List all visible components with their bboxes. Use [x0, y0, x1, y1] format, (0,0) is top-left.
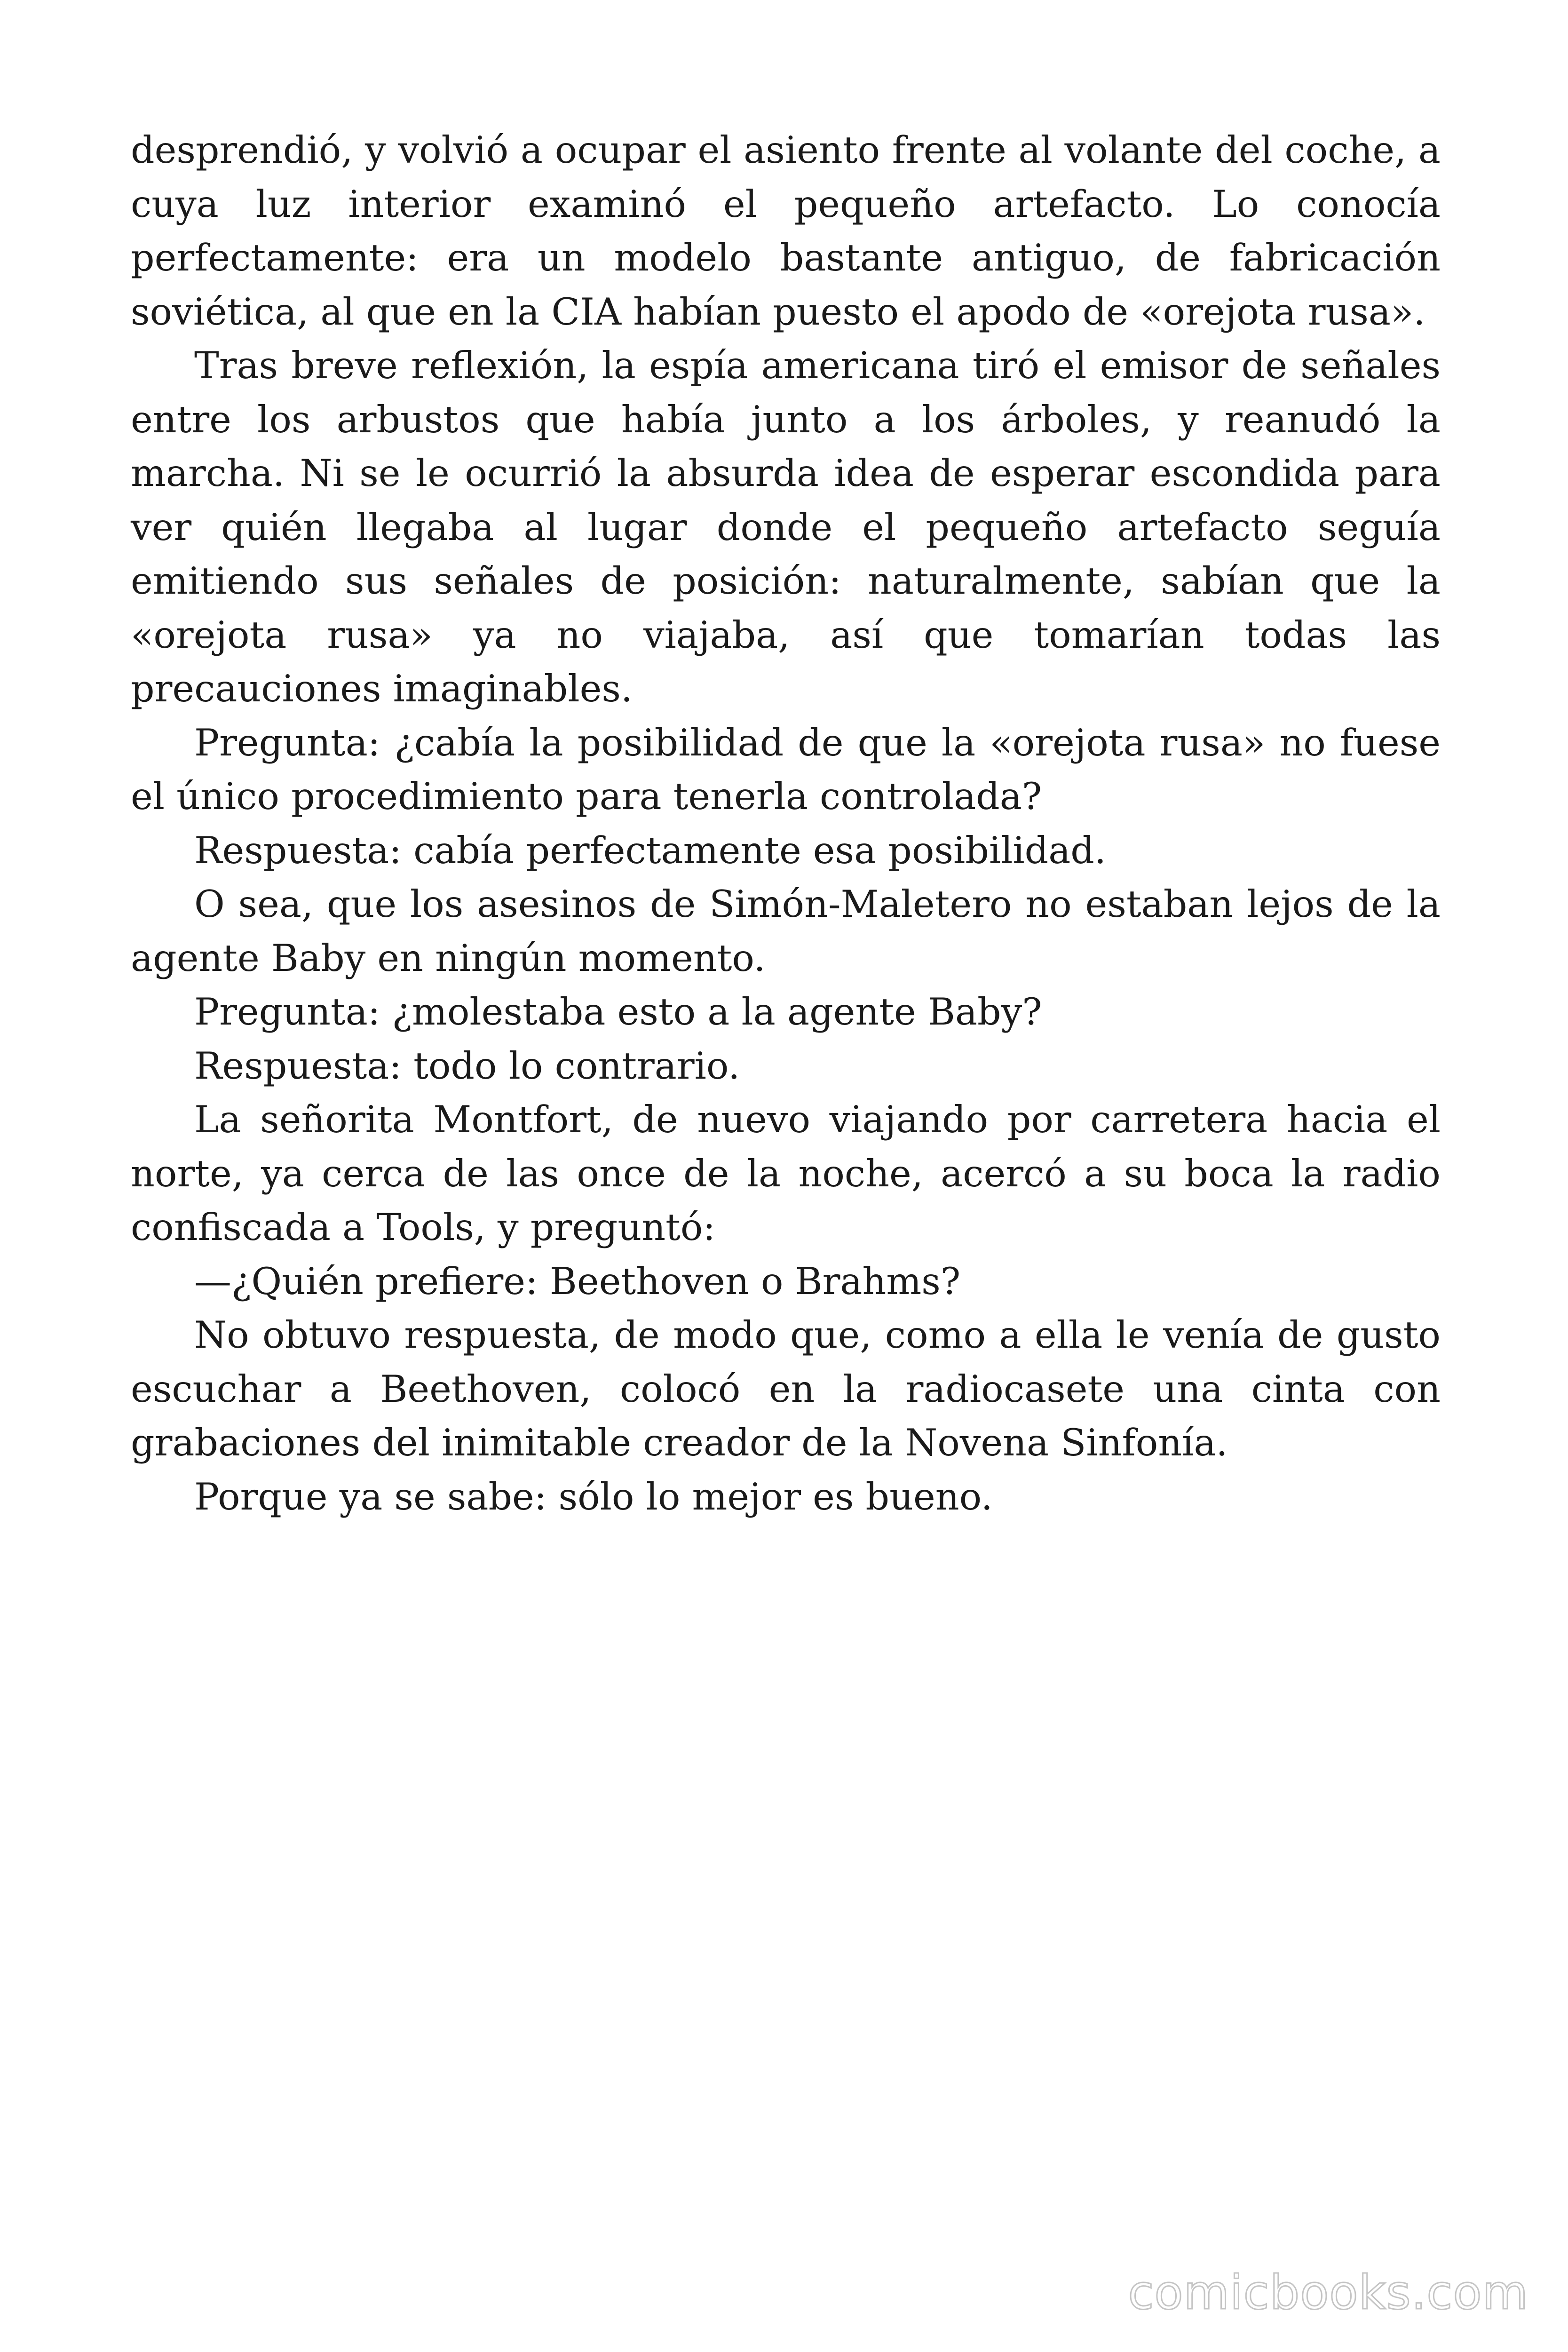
book-page-body — [131, 123, 1441, 1524]
paragraph: Pregunta: ¿cabía la posibilidad de que la «orejota rusa» no fuese el único procedimiento para tenerla controlada? — [131, 721, 1441, 818]
paragraph: La señorita Montfort, de nuevo viajando por carretera hacia el norte, ya cerca de las once de la noche, acercó a su boca la radio confiscada a Tools, y preguntó: — [131, 1098, 1441, 1249]
paragraph: Porque ya se sabe: sólo lo mejor es bueno. — [194, 1475, 993, 1518]
paragraph-continuation: desprendió, y volvió a ocupar el asiento frente al volante del coche, a cuya luz interior examinó el pequeño artefacto. Lo conocía perfectamente: era un modelo bastante antiguo, de fabricación soviética, al que en la CIA habían puesto el apodo de «orejota rusa». — [131, 128, 1441, 334]
paragraph: Pregunta: ¿molestaba esto a la agente Baby? — [194, 990, 1042, 1033]
paragraph-dialogue: —¿Quién prefiere: Beethoven o Brahms? — [194, 1259, 961, 1303]
watermark: comicbooks.com — [1128, 2265, 1528, 2320]
paragraph: Respuesta: todo lo contrario. — [194, 1044, 740, 1088]
paragraph: O sea, que los asesinos de Simón-Maletero no estaban lejos de la agente Baby en ningún momento. — [131, 882, 1441, 980]
paragraph: Tras breve reflexión, la espía americana tiró el emisor de señales entre los arbustos que había junto a los árboles, y reanudó la marcha. Ni se le ocurrió la absurda idea de esperar escondida para ver quién llegaba al lugar donde el pequeño artefacto seguía emitiendo sus señales de posición: naturalmente, sabían que la «orejota rusa» ya no viajaba, así que tomarían todas las precauciones imaginables. — [131, 344, 1441, 710]
paragraph: No obtuvo respuesta, de modo que, como a ella le venía de gusto escuchar a Beethoven, colocó en la radiocasete una cinta con grabaciones del inimitable creador de la Novena Sinfonía. — [131, 1313, 1441, 1464]
paragraph: Respuesta: cabía perfectamente esa posibilidad. — [194, 828, 1106, 872]
